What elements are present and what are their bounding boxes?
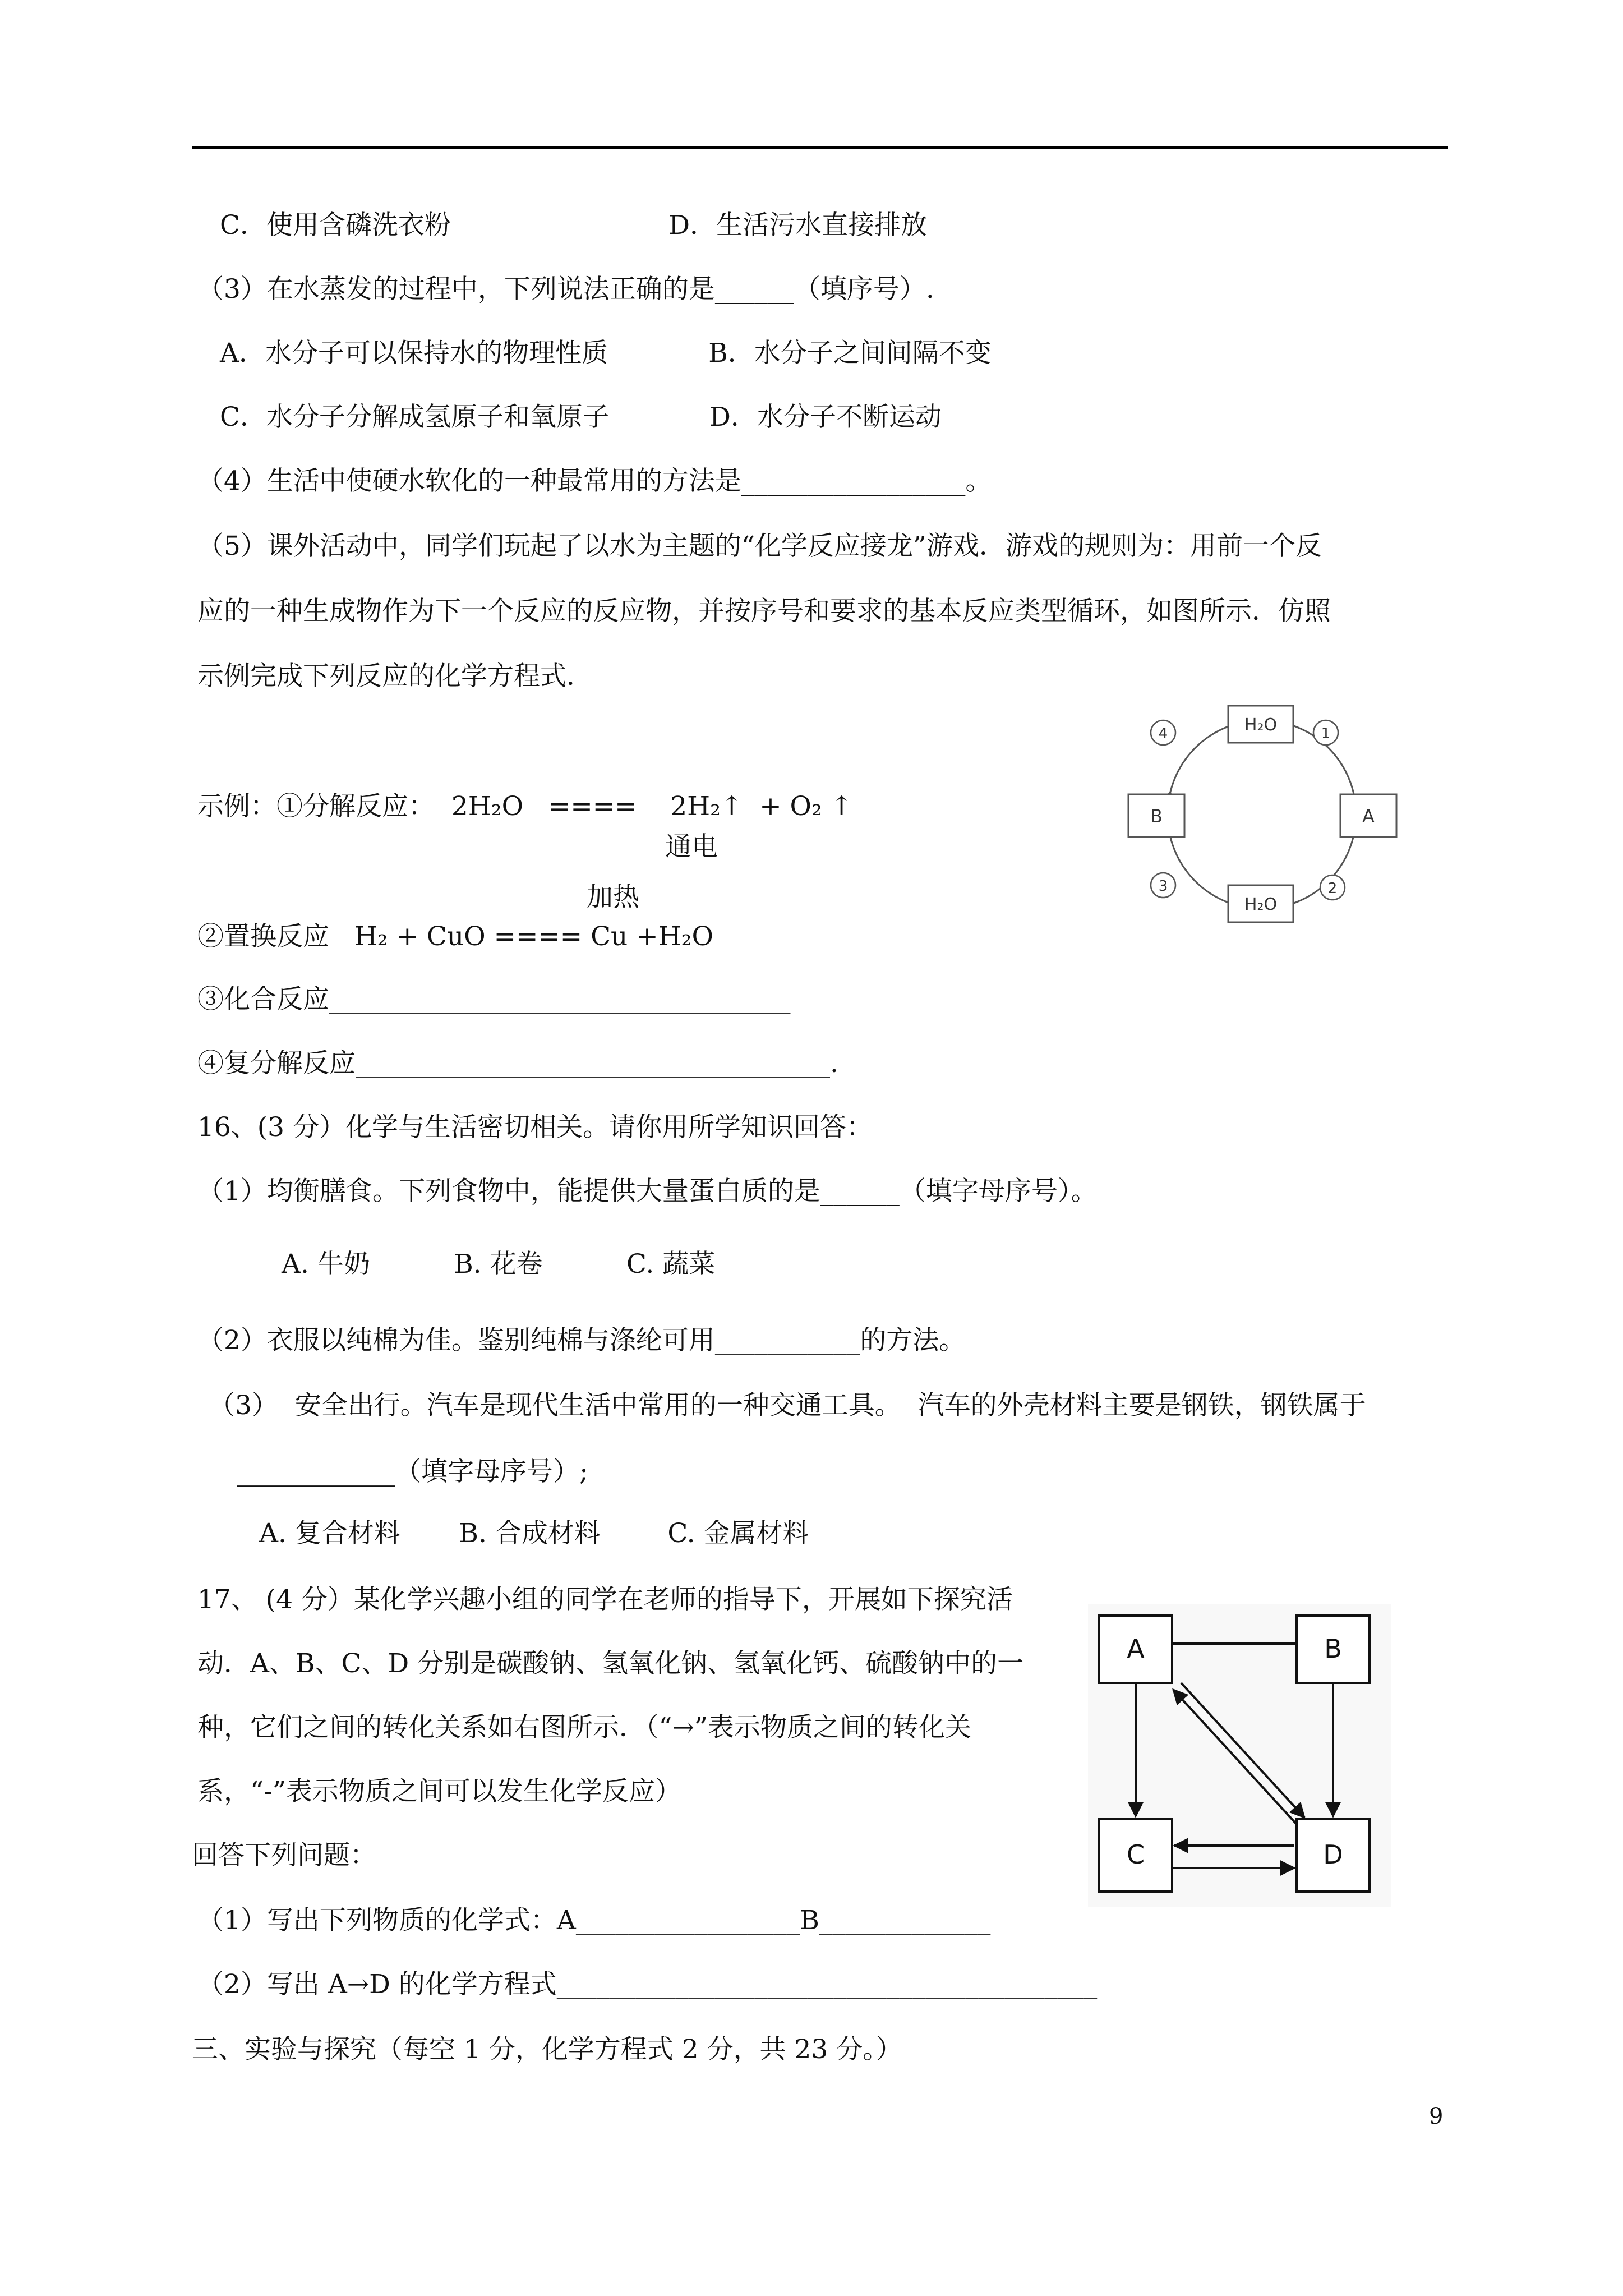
q16-3-options: A. 复合材料 B. 合成材料 C. 金属材料 <box>259 1518 809 1549</box>
example-2-equation: ②置换反应 H₂ + CuO ==== Cu +H₂O <box>197 921 713 952</box>
header-rule <box>192 146 1448 149</box>
q17-text-5: 回答下列问题： <box>192 1840 376 1871</box>
cycle-step-1: 1 <box>1321 725 1331 742</box>
box-a-label: A <box>1127 1634 1145 1664</box>
box-b-label: B <box>1150 806 1163 827</box>
cycle-step-2: 2 <box>1327 880 1338 897</box>
q17-1-question: （1）写出下列物质的化学式：A_________________B_____________ <box>197 1905 991 1936</box>
q15-5-text-3: 示例完成下列反应的化学方程式． <box>197 661 593 692</box>
q16-1-question: （1）均衡膳食。下列食物中，能提供大量蛋白质的是______（填字母序号）。 <box>197 1176 1098 1207</box>
reaction-cycle-diagram <box>1116 690 1408 937</box>
q17-2-question: （2）写出 A→D 的化学方程式_________________________________________ <box>197 1969 1098 2000</box>
q17-text-4: 系，“-”表示物质之间可以发生化学反应） <box>197 1776 681 1807</box>
q15-5-text-2: 应的一种生成物作为下一个反应的反应物，并按序号和要求的基本反应类型循环，如图所示．仿照 <box>197 596 1331 627</box>
cycle-step-4: 4 <box>1158 725 1168 742</box>
box-d-label: D <box>1323 1839 1343 1870</box>
section-3-heading: 三、实验与探究（每空 1 分，化学方程式 2 分，共 23 分。） <box>192 2034 902 2065</box>
box-a-label: A <box>1362 806 1375 827</box>
q16-1-options: A. 牛奶 B. 花卷 C. 蔬菜 <box>282 1249 716 1280</box>
blank-3-combination: ③化合反应___________________________________ <box>197 984 791 1015</box>
q15-5-text-1: （5）课外活动中，同学们玩起了以水为主题的“化学反应接龙”游戏．游戏的规则为：用前一个反 <box>197 531 1322 562</box>
q15-3-options-cd: C．水分子分解成氢原子和氧原子 D．水分子不断运动 <box>220 402 942 432</box>
q17-text-1: 17、 (4 分）某化学兴趣小组的同学在老师的指导下，开展如下探究活 <box>197 1584 1013 1615</box>
h2o-label-top: H₂O <box>1244 715 1278 735</box>
conversion-relationship-diagram <box>1088 1604 1391 1907</box>
q15-3-question: （3）在水蒸发的过程中，下列说法正确的是______（填序号）. <box>197 274 934 305</box>
q15-4-question: （4）生活中使硬水软化的一种最常用的方法是_________________。 <box>197 466 992 496</box>
page-number: 9 <box>1429 2104 1444 2129</box>
q15-2-options-cd: C．使用含磷洗衣粉 D．生活污水直接排放 <box>220 210 928 241</box>
box-c-label: C <box>1126 1839 1145 1870</box>
q17-text-2: 动．A、B、C、D 分别是碳酸钠、氢氧化钠、氢氧化钙、硫酸钠中的一 <box>197 1648 1024 1679</box>
example-1-condition: 通电 <box>665 831 718 862</box>
blank-4-double-decomposition: ④复分解反应____________________________________. <box>197 1048 838 1079</box>
q16-3-question: （3） 安全出行。汽车是现代生活中常用的一种交通工具。 汽车的外壳材料主要是钢铁，钢铁属于 <box>209 1390 1366 1421</box>
h2o-label-bottom: H₂O <box>1244 895 1278 914</box>
q17-text-3: 种，它们之间的转化关系如右图所示．（“→”表示物质之间的转化关 <box>197 1712 971 1743</box>
example-1-equation: 示例：①分解反应： 2H₂O ==== 2H₂↑ + O₂ ↑ <box>197 791 853 822</box>
cycle-step-3: 3 <box>1158 878 1168 895</box>
q16-stem: 16、(3 分）化学与生活密切相关。请你用所学知识回答： <box>197 1112 873 1143</box>
q15-3-options-ab: A．水分子可以保持水的物理性质 B．水分子之间间隔不变 <box>220 338 992 369</box>
box-b-label: B <box>1324 1634 1342 1664</box>
q16-3-blank: ____________（填字母序号）; <box>237 1456 588 1487</box>
q16-2-question: （2）衣服以纯棉为佳。鉴别纯棉与涤纶可用___________的方法。 <box>197 1325 966 1356</box>
example-2-condition: 加热 <box>587 882 639 913</box>
